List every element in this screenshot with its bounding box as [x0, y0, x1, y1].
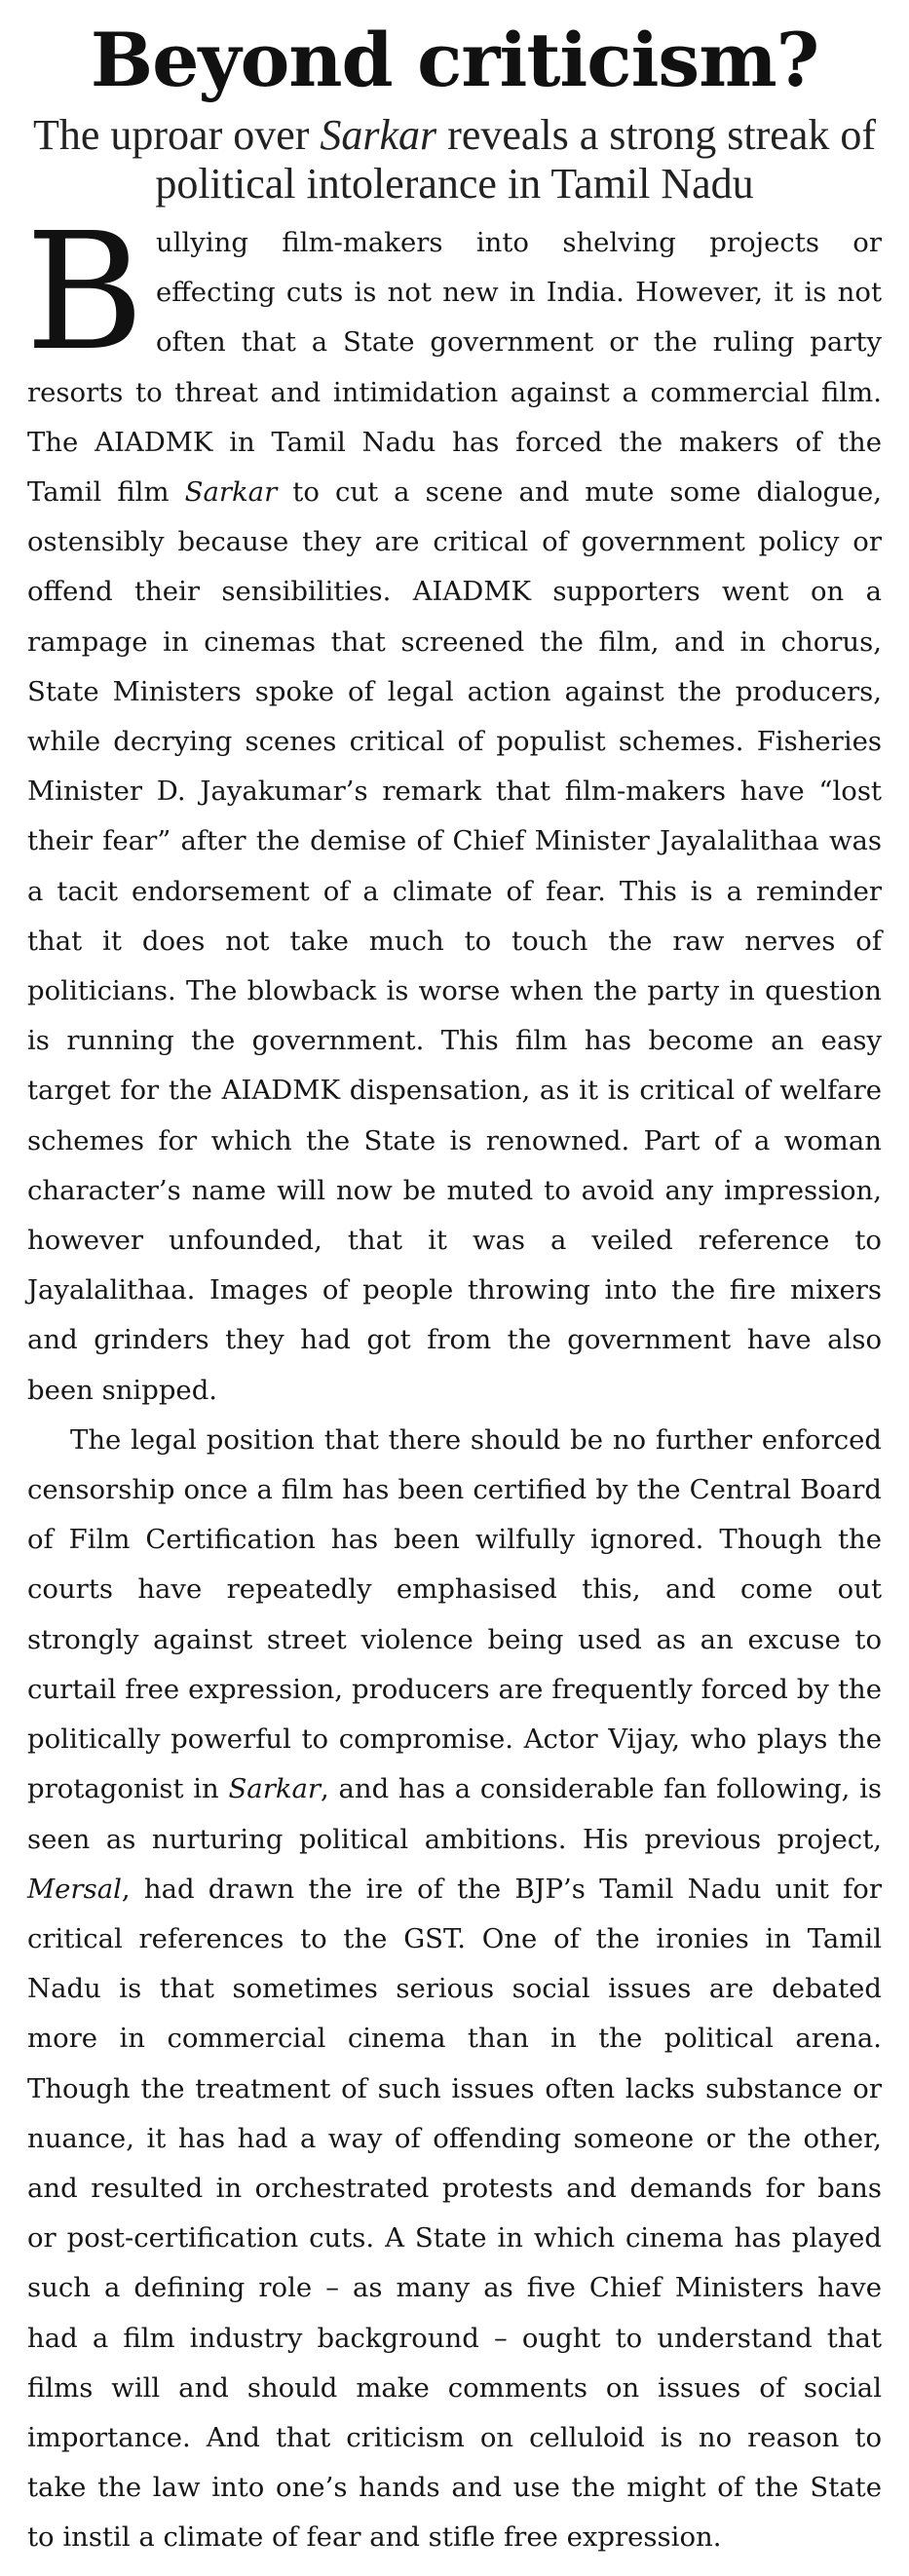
film-title-mersal: Mersal: [27, 1873, 122, 1905]
paragraph-2: [27, 1416, 882, 2563]
paragraph-2-text-c: , had drawn the ire of the BJP’s Tamil Nadu unit for critical references to the GST. One of the ironies in Tamil Nadu is that sometimes serious social issues are debated more in commercial cinema than in the political arena. Though the treatment of such issues often lacks substance or nuance, it has had a way of offending someone or the other, and resulted in orchestrated protests and demands for bans or post-certification cuts. A State in which cinema has played such a defining role – as many as five Chief Ministers have had a film industry background – ought to understand that films will and should make comments on issues of social importance. And that criticism on celluloid is no reason to take the law into one’s hands and use the might of the State to instil a climate of fear and stifle free expression.: [27, 1873, 882, 2554]
subhead-text-before: The uproar over: [32, 111, 321, 159]
drop-cap: B: [25, 199, 144, 387]
paragraph-2-text-a: The legal position that there should be no further enforced censorship once a film has been certified by the Central Board of Film Certification has been wilfully ignored. Though the courts have repeatedly emphasised this, and come out strongly against street violence being used as an excuse to curtail free expression, producers are frequently forced by the politically powerful to compromise. Actor Vijay, who plays the protagonist in: [27, 1423, 882, 1805]
subhead-text-after: reveals a strong streak of political intolerance in Tamil Nadu: [155, 111, 877, 208]
editorial-article: [27, 0, 882, 2563]
film-title-sarkar: Sarkar: [228, 1773, 322, 1805]
paragraph-1-text-a: ullying film-makers into shelving projects or effecting cuts is not new in India. However, it is not often that a State government or the ruling party resorts to threat and intimidation against a commercial film. The AIADMK in Tamil Nadu has forced the makers of the Tamil film: [27, 227, 882, 509]
subheadline: [27, 111, 882, 208]
headline: Beyond criticism?: [90, 17, 819, 103]
film-title-sarkar: Sarkar: [184, 476, 278, 509]
subhead-film-title: Sarkar: [320, 111, 437, 159]
paragraph-1: [25, 199, 882, 1416]
paragraph-2-text-b: , and has a considerable fan following, is seen as nurturing political ambitions. His previous project,: [27, 1773, 882, 1855]
article-body: [25, 199, 882, 2563]
paragraph-1-text-b: to cut a scene and mute some dialogue, ostensibly because they are critical of government policy or offend their sensibilities. AIADMK supporters went on a rampage in cinemas that screened the film, and in chorus, State Ministers spoke of legal action against the producers, while decrying scenes critical of populist schemes. Fisheries Minister D. Jayakumar’s remark that film-makers have “lost their fear” after the demise of Chief Minister Jayalalithaa was a tacit endorsement of a climate of fear. This is a reminder that it does not take much to touch the raw nerves of politicians. The blowback is worse when the party in question is running the government. This film has become an easy target for the AIADMK dispensation, as it is critical of welfare schemes for which the State is renowned. Part of a woman character’s name will now be muted to avoid any impression, however unfounded, that it was a veiled reference to Jayalalithaa. Images of people throwing into the fire mixers and grinders they had got from the government have also been snipped.: [27, 476, 882, 1406]
